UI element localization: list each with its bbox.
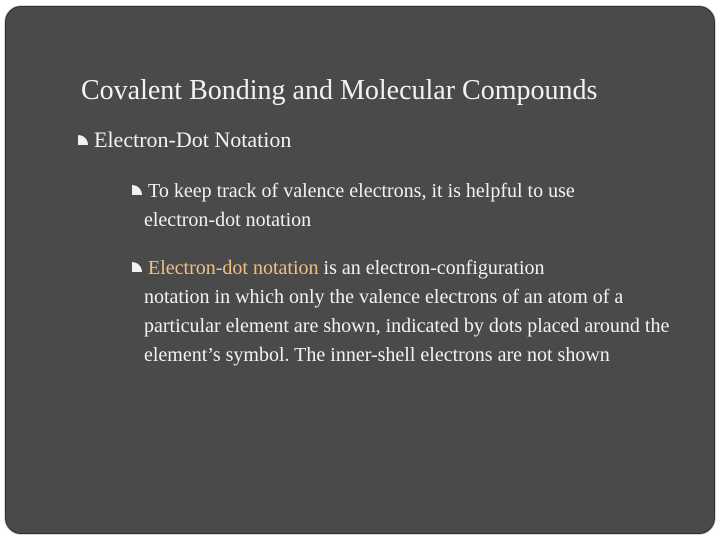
level1-text: Electron-Dot Notation <box>94 127 292 152</box>
slide-title: Covalent Bonding and Molecular Compounds <box>81 75 598 106</box>
point-2-rest: notation in which only the valence electrons of an atom of a particular element are shown, indicated by dots placed around the element’s symbol. The inner-shell electrons are not shown <box>144 286 670 366</box>
quarter-circle-bullet-icon <box>130 184 144 198</box>
point-1-rest: electron-dot notation <box>144 209 312 231</box>
point-1-line1: To keep track of valence electrons, it is helpful to use <box>148 180 575 202</box>
point-2-line1: is an electron-configuration <box>318 257 545 279</box>
level1-bullet <box>76 127 291 153</box>
slide <box>5 6 715 534</box>
quarter-circle-bullet-icon <box>130 261 144 275</box>
bullet-point-2 <box>130 254 675 370</box>
bullet-point-1 <box>130 177 675 235</box>
quarter-circle-bullet-icon <box>76 134 90 148</box>
highlighted-term: Electron-dot notation <box>148 257 319 279</box>
